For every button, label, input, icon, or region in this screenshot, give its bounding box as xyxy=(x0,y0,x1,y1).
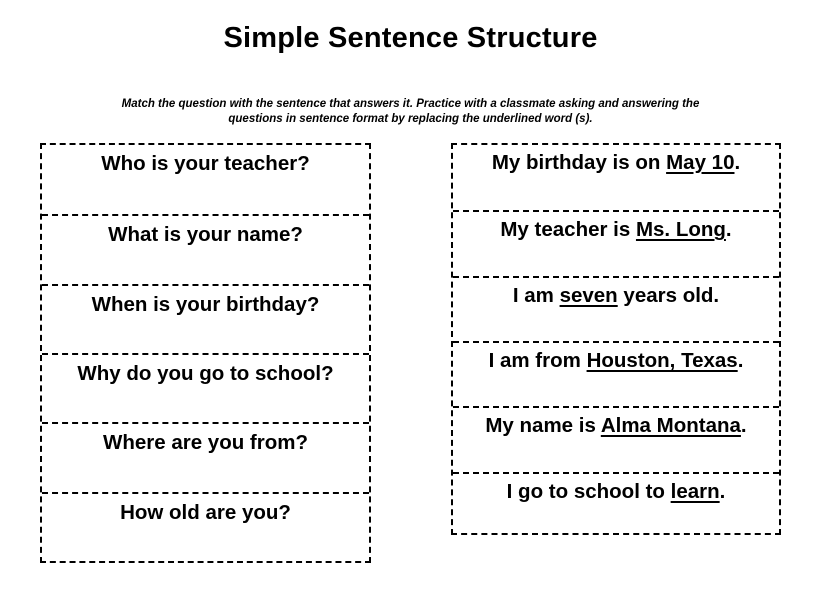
answer-suffix: . xyxy=(740,414,747,438)
answer-prefix: My birthday is on xyxy=(491,151,667,174)
question-card[interactable] xyxy=(42,422,369,491)
answer-underlined-word: Ms. Long xyxy=(635,218,726,242)
answer-suffix: . xyxy=(734,151,741,174)
instructions-line-2: questions in sentence format by replacing the underlined word (s). xyxy=(228,113,593,125)
question-card[interactable] xyxy=(42,145,369,214)
answer-underlined-word: Houston, Texas xyxy=(586,348,738,372)
question-text: Why do you go to school? xyxy=(77,361,334,385)
answer-prefix: I am xyxy=(512,283,560,307)
answer-suffix: years old. xyxy=(617,283,720,307)
answer-suffix: . xyxy=(719,479,726,503)
answer-prefix: My teacher is xyxy=(500,218,636,242)
answer-card[interactable] xyxy=(453,210,779,275)
answer-underlined-word: learn xyxy=(670,479,720,503)
questions-column xyxy=(40,143,371,563)
question-text: How old are you? xyxy=(120,500,291,524)
answer-suffix: . xyxy=(737,348,744,372)
answer-underlined-word: May 10 xyxy=(666,151,735,174)
answer-card[interactable] xyxy=(453,276,779,341)
answer-prefix: I am from xyxy=(488,348,587,372)
answer-prefix: I go to school to xyxy=(506,479,671,503)
answers-column xyxy=(451,143,781,535)
answer-card[interactable] xyxy=(453,472,779,537)
answer-card[interactable] xyxy=(453,341,779,406)
answer-suffix: . xyxy=(725,218,732,242)
answer-prefix: My name is xyxy=(485,414,601,438)
instructions-line-1: Match the question with the sentence that answers it. Practice with a classmate asking and answering the xyxy=(121,98,700,110)
page-title: Simple Sentence Structure xyxy=(223,22,598,54)
question-card[interactable] xyxy=(42,353,369,422)
question-card[interactable] xyxy=(42,284,369,353)
question-text: When is your birthday? xyxy=(91,292,320,316)
question-text: Who is your teacher? xyxy=(101,152,310,175)
question-text: Where are you from? xyxy=(102,431,309,455)
answer-underlined-word: Alma Montana xyxy=(600,414,741,438)
question-text: What is your name? xyxy=(108,223,303,247)
answer-underlined-word: seven xyxy=(559,283,618,307)
answer-card[interactable] xyxy=(453,145,779,210)
answer-card[interactable] xyxy=(453,406,779,471)
question-card[interactable] xyxy=(42,492,369,561)
question-card[interactable] xyxy=(42,214,369,283)
instructions xyxy=(55,97,766,127)
